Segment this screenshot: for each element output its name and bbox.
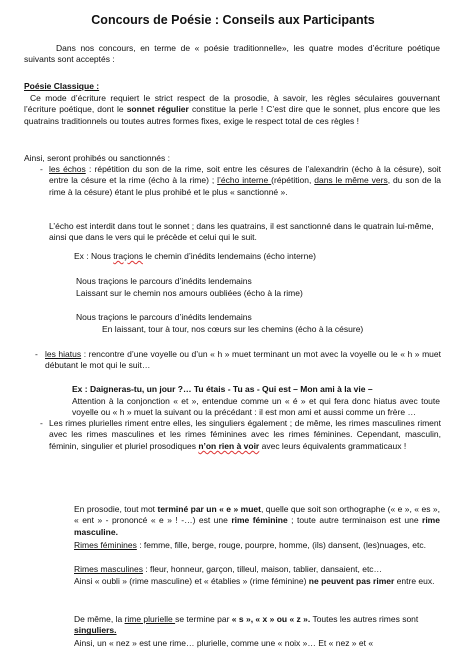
rime-masculine-text: rime masculine.: [74, 515, 440, 537]
echos-text-3: , du son de la rime à la césure) étant le plus prohibé et le plus « sanctionné ».: [49, 175, 441, 197]
classique-text-2: constitue la perle ! C’est dire que le sonnet, plus encore que les quatrains traditionnels ou toutes autres formes fixes, exige le respect total de ces règles !: [24, 104, 440, 126]
echos-example-1: [74, 251, 316, 262]
rimes-feminines-label: Rimes féminines: [74, 540, 137, 550]
nont-rien-a-voir-text: n’on rien à voir: [198, 440, 260, 451]
rime-plurielle-label: rime plurielle: [124, 614, 176, 624]
meme-vers-label: dans le même vers: [314, 175, 388, 186]
oubli-text-2: entre eux.: [394, 576, 435, 586]
oubli-example: [74, 576, 440, 587]
echos-ex1-end: le chemin d’inédits lendemains (écho interne): [142, 251, 316, 261]
echos-example-3-line-1: Nous traçions le parcours d’inédits lendemains: [76, 312, 252, 322]
hiatus-example: Ex : Daigneras-tu, un jour ?… Tu étais - Tu as - Qui est – Mon ami à la vie –: [72, 384, 373, 394]
echos-dash: -: [40, 164, 43, 174]
plurielle-text-3: Toutes les autres rimes sont: [310, 614, 419, 624]
echos-text-1: : répétition du son de la rime, soit entre les césures de l’alexandrin (écho à la césure), soit entre la césure et la rime (écho à la rime) ;: [49, 164, 441, 186]
echos-label: les échos: [49, 164, 86, 174]
classique-text-1: Ce mode d’écriture requiert le strict respect de la prosodie, à savoir, les règles séculaires gouvernant l’écriture poétique, dont le: [24, 93, 440, 115]
rimes-dash: -: [40, 418, 43, 428]
nez-noix-line: Ainsi, un « nez » est une rime… plurielle, comme une « noix »… Et « nez » et «: [74, 638, 374, 648]
rimes-feminines-examples: : femme, fille, berge, rouge, pourpre, homme, (ils) dansent, (les)nuages, etc.: [136, 540, 426, 550]
echo-interne-label: l’écho interne: [217, 175, 272, 186]
hiatus-text: : rencontre d’une voyelle ou d’un « h » muet terminant un mot avec la voyelle ou le « h » muet débutant le mot qui le suit…: [45, 349, 441, 371]
plurielle-endings: « s », « x » ou « z ».: [231, 614, 311, 624]
e-muet-text: terminé par un « e » muet: [157, 504, 261, 514]
plurielle-text-1: De même, la: [74, 614, 125, 624]
echos-example-3-line-2: En laissant, tour à tour, nos cœurs sur les chemins (écho à la césure): [102, 324, 364, 334]
rimes-masculines-examples: : fleur, honneur, garçon, tilleul, maison, tablier, dansaient, etc…: [142, 564, 383, 574]
singuliers-label: singuliers.: [74, 625, 117, 636]
echos-example-2-line-1: Nous traçions le parcours d’inédits lendemains: [76, 276, 252, 286]
rimes-masculines-list: [74, 564, 440, 575]
echos-rule-paragraph: L’écho est interdit dans tout le sonnet ; dans les quatrains, il est sanctionné dans le quatrain lui-même, ainsi que dans le vers qui le précède et celui qui le suit.: [49, 221, 434, 243]
hiatus-conjonction-paragraph: Attention à la conjonction « et », entendue comme un « é » et qui fera donc hiatus avec toute voyelle ou « h » muet la suivant ou la précédant : il est mon ami et aussi comme un frère …: [72, 396, 440, 418]
plurielle-text-2: se termine par: [175, 614, 232, 624]
echos-example-2-line-2: Laissant sur le chemin nos amours oubliées (écho à la rime): [76, 288, 303, 298]
rimes-text-1: Les rimes plurielles riment entre elles, les singuliers également ; de même, les rimes masculines riment avec les rimes masculines et les rimes féminines avec les rimes féminines. Cependant, masculin, féminin, singulier et pluriel prosodiques: [49, 418, 441, 451]
rimes-feminines-list: [74, 540, 440, 551]
rime-plurielle-paragraph: [74, 614, 440, 637]
echos-ex1-start: Ex : Nous: [74, 251, 114, 261]
section-heading-classique: Poésie Classique :: [24, 81, 100, 91]
ainsi-line: Ainsi, seront prohibés ou sanctionnés :: [24, 153, 171, 163]
rime-feminine-definition: [74, 504, 440, 538]
rime-feminine-text: rime féminine: [231, 515, 288, 526]
def-text-3: ; toute autre terminaison est une: [287, 515, 423, 526]
classique-paragraph: [24, 93, 440, 127]
hiatus-dash: -: [35, 349, 38, 359]
intro-paragraph: Dans nos concours, en terme de « poésie traditionnelle», les quatre modes d’écriture poétique suivants sont acceptés :: [24, 43, 440, 65]
def-text-2: , quelle que soit son orthographe (« e », « es », « ent » - prononcé « e » ! -…) est une: [74, 504, 440, 526]
oubli-text-1: Ainsi « oubli » (rime masculine) et « établies » (rime féminine): [74, 576, 309, 586]
rimes-paragraph: [49, 418, 441, 452]
hiatus-paragraph: [45, 349, 441, 372]
echos-text-2: (répétition,: [271, 175, 315, 186]
tracions-word: traçions: [113, 251, 143, 261]
def-text-1: En prosodie, tout mot: [74, 504, 158, 514]
page-title: Concours de Poésie : Conseils aux Participants: [91, 13, 375, 27]
rimes-text-2: avec leurs équivalents grammaticaux !: [259, 440, 407, 451]
rimes-masculines-label: Rimes masculines: [74, 564, 143, 574]
echos-paragraph: [49, 164, 441, 198]
sonnet-regulier-text: sonnet régulier: [126, 104, 189, 115]
hiatus-label: les hiatus: [45, 349, 82, 359]
ne-peuvent-pas-rimer-text: ne peuvent pas rimer: [308, 576, 395, 586]
